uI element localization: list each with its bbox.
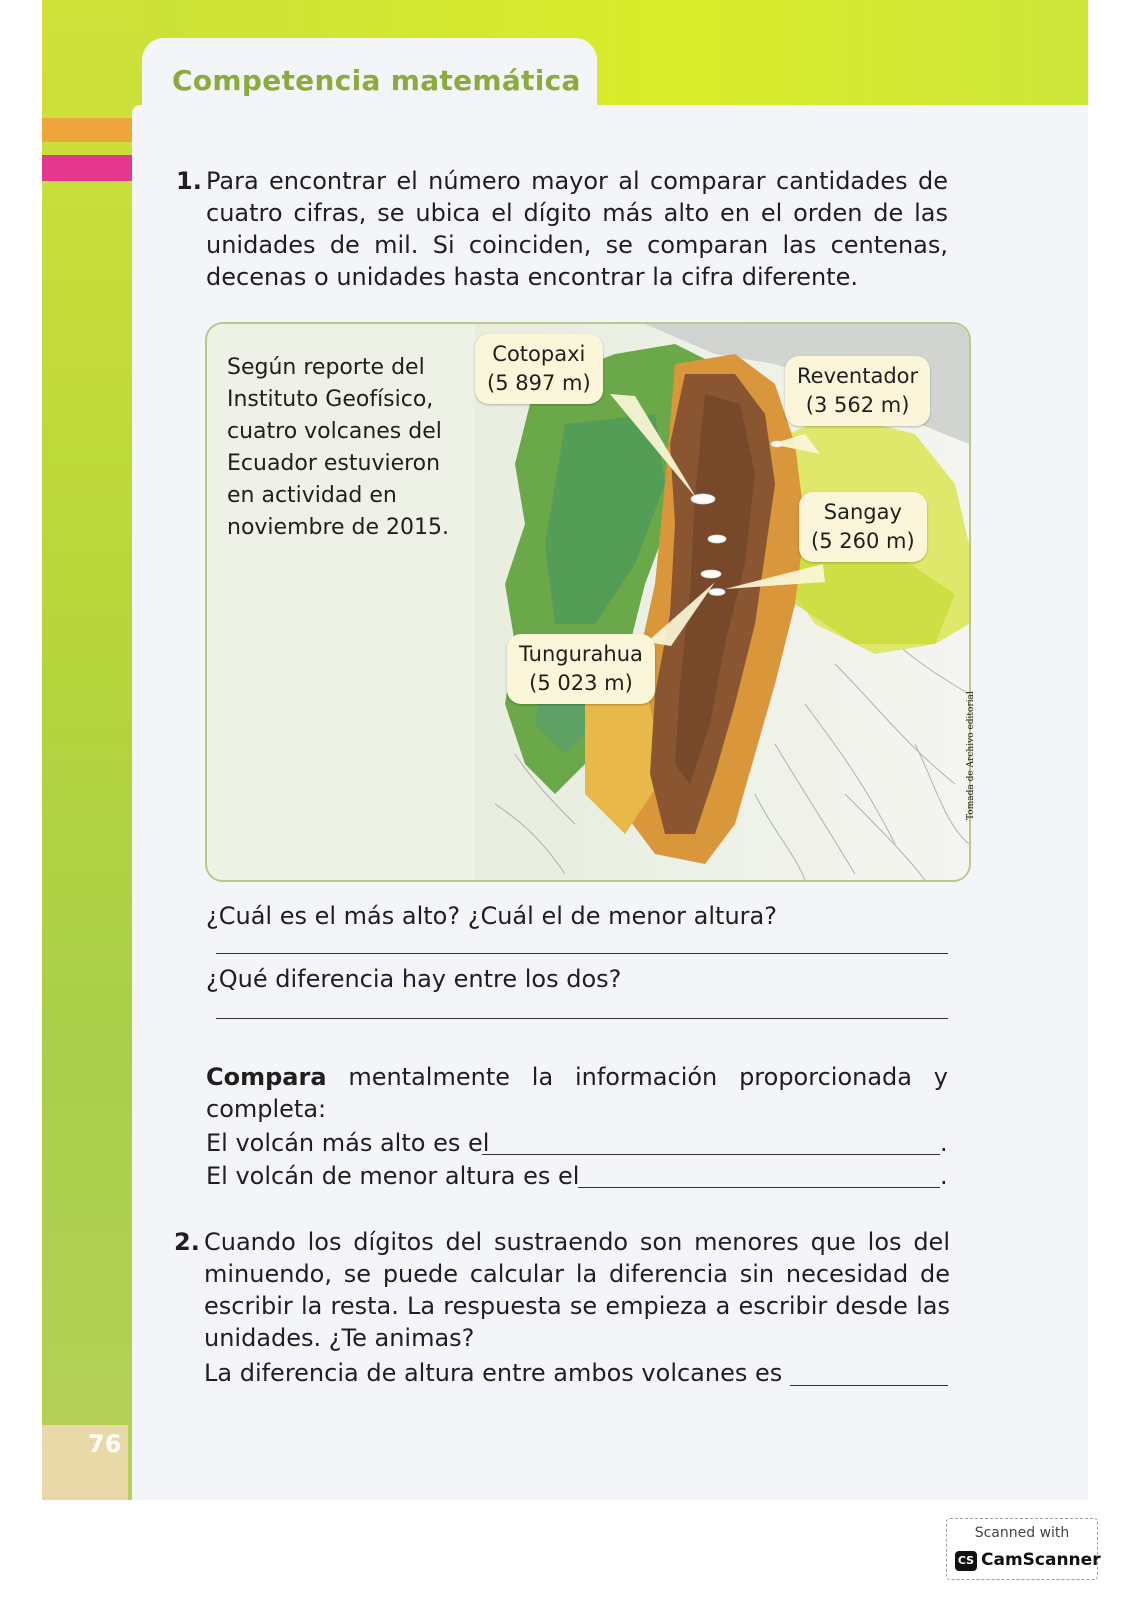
question-difference: ¿Qué diferencia hay entre los dos? bbox=[206, 965, 622, 993]
volcano-name: Tungurahua bbox=[519, 642, 643, 666]
image-credit: Tomada de Archivo editorial bbox=[966, 691, 976, 820]
callout-sangay bbox=[799, 492, 927, 562]
compare-bold: Compara bbox=[206, 1063, 327, 1091]
callout-reventador bbox=[785, 356, 930, 426]
exercise-2-fill-label: La diferencia de altura entre ambos volcanes es bbox=[204, 1359, 783, 1387]
page-number: 76 bbox=[88, 1430, 122, 1458]
exercise-1 bbox=[176, 165, 948, 293]
camscanner-logo-icon: CS bbox=[955, 1551, 977, 1571]
period-2: . bbox=[940, 1162, 948, 1190]
question-highest-lowest: ¿Cuál es el más alto? ¿Cuál el de menor altura? bbox=[206, 902, 777, 930]
callout-tungurahua bbox=[507, 634, 655, 704]
volcano-figure bbox=[205, 322, 971, 882]
orange-stripe bbox=[42, 118, 142, 142]
volcano-height: (5 897 m) bbox=[487, 371, 591, 395]
camscanner-name: CamScanner bbox=[981, 1550, 1101, 1570]
compare-instruction bbox=[206, 1061, 948, 1125]
exercise-2-number: 2. bbox=[174, 1228, 200, 1256]
callout-cotopaxi bbox=[475, 334, 603, 404]
fill-lowest-blank[interactable] bbox=[578, 1187, 940, 1188]
scan-right-edge bbox=[1088, 0, 1130, 1500]
scan-background-left bbox=[42, 0, 142, 1500]
fill-lowest-label: El volcán de menor altura es el bbox=[206, 1162, 580, 1190]
exercise-2 bbox=[174, 1226, 950, 1354]
volcano-height: (5 260 m) bbox=[811, 529, 915, 553]
fill-highest-blank[interactable] bbox=[482, 1154, 940, 1155]
volcano-name: Reventador bbox=[797, 364, 919, 388]
answer-line-1[interactable] bbox=[216, 953, 948, 954]
exercise-2-text: Cuando los dígitos del sustraendo son menores que los del minuendo, se puede calcular la diferencia sin necesidad de escribir la resta. La respuesta se empieza a escribir desde las unidades. ¿Te animas? bbox=[204, 1228, 950, 1352]
answer-line-2[interactable] bbox=[216, 1018, 948, 1019]
exercise-1-number: 1. bbox=[176, 167, 202, 195]
exercise-1-text: Para encontrar el número mayor al comparar cantidades de cuatro cifras, se ubica el dígito más alto en el orden de las unidades de mil. Si coinciden, se comparan las centenas, decenas o unidades hasta encontrar la cifra diferente. bbox=[206, 167, 948, 291]
fill-highest-label: El volcán más alto es el bbox=[206, 1129, 490, 1157]
exercise-2-fill-blank[interactable] bbox=[790, 1385, 948, 1386]
volcano-height: (5 023 m) bbox=[529, 671, 633, 695]
figure-caption: Según reporte del Instituto Geofísico, cuatro volcanes del Ecuador estuvieron en actividad en noviembre de 2015. bbox=[227, 355, 450, 540]
volcano-height: (3 562 m) bbox=[805, 393, 910, 417]
volcano-name: Cotopaxi bbox=[492, 342, 586, 366]
volcano-name: Sangay bbox=[823, 500, 902, 524]
camscanner-badge bbox=[946, 1518, 1101, 1580]
period-1: . bbox=[940, 1129, 948, 1157]
compare-text: mentalmente la información proporcionada y completa: bbox=[206, 1063, 948, 1123]
section-title: Competencia matemática bbox=[172, 64, 581, 97]
scanned-with-text: Scanned with bbox=[974, 1525, 1070, 1541]
pink-stripe bbox=[42, 155, 142, 181]
